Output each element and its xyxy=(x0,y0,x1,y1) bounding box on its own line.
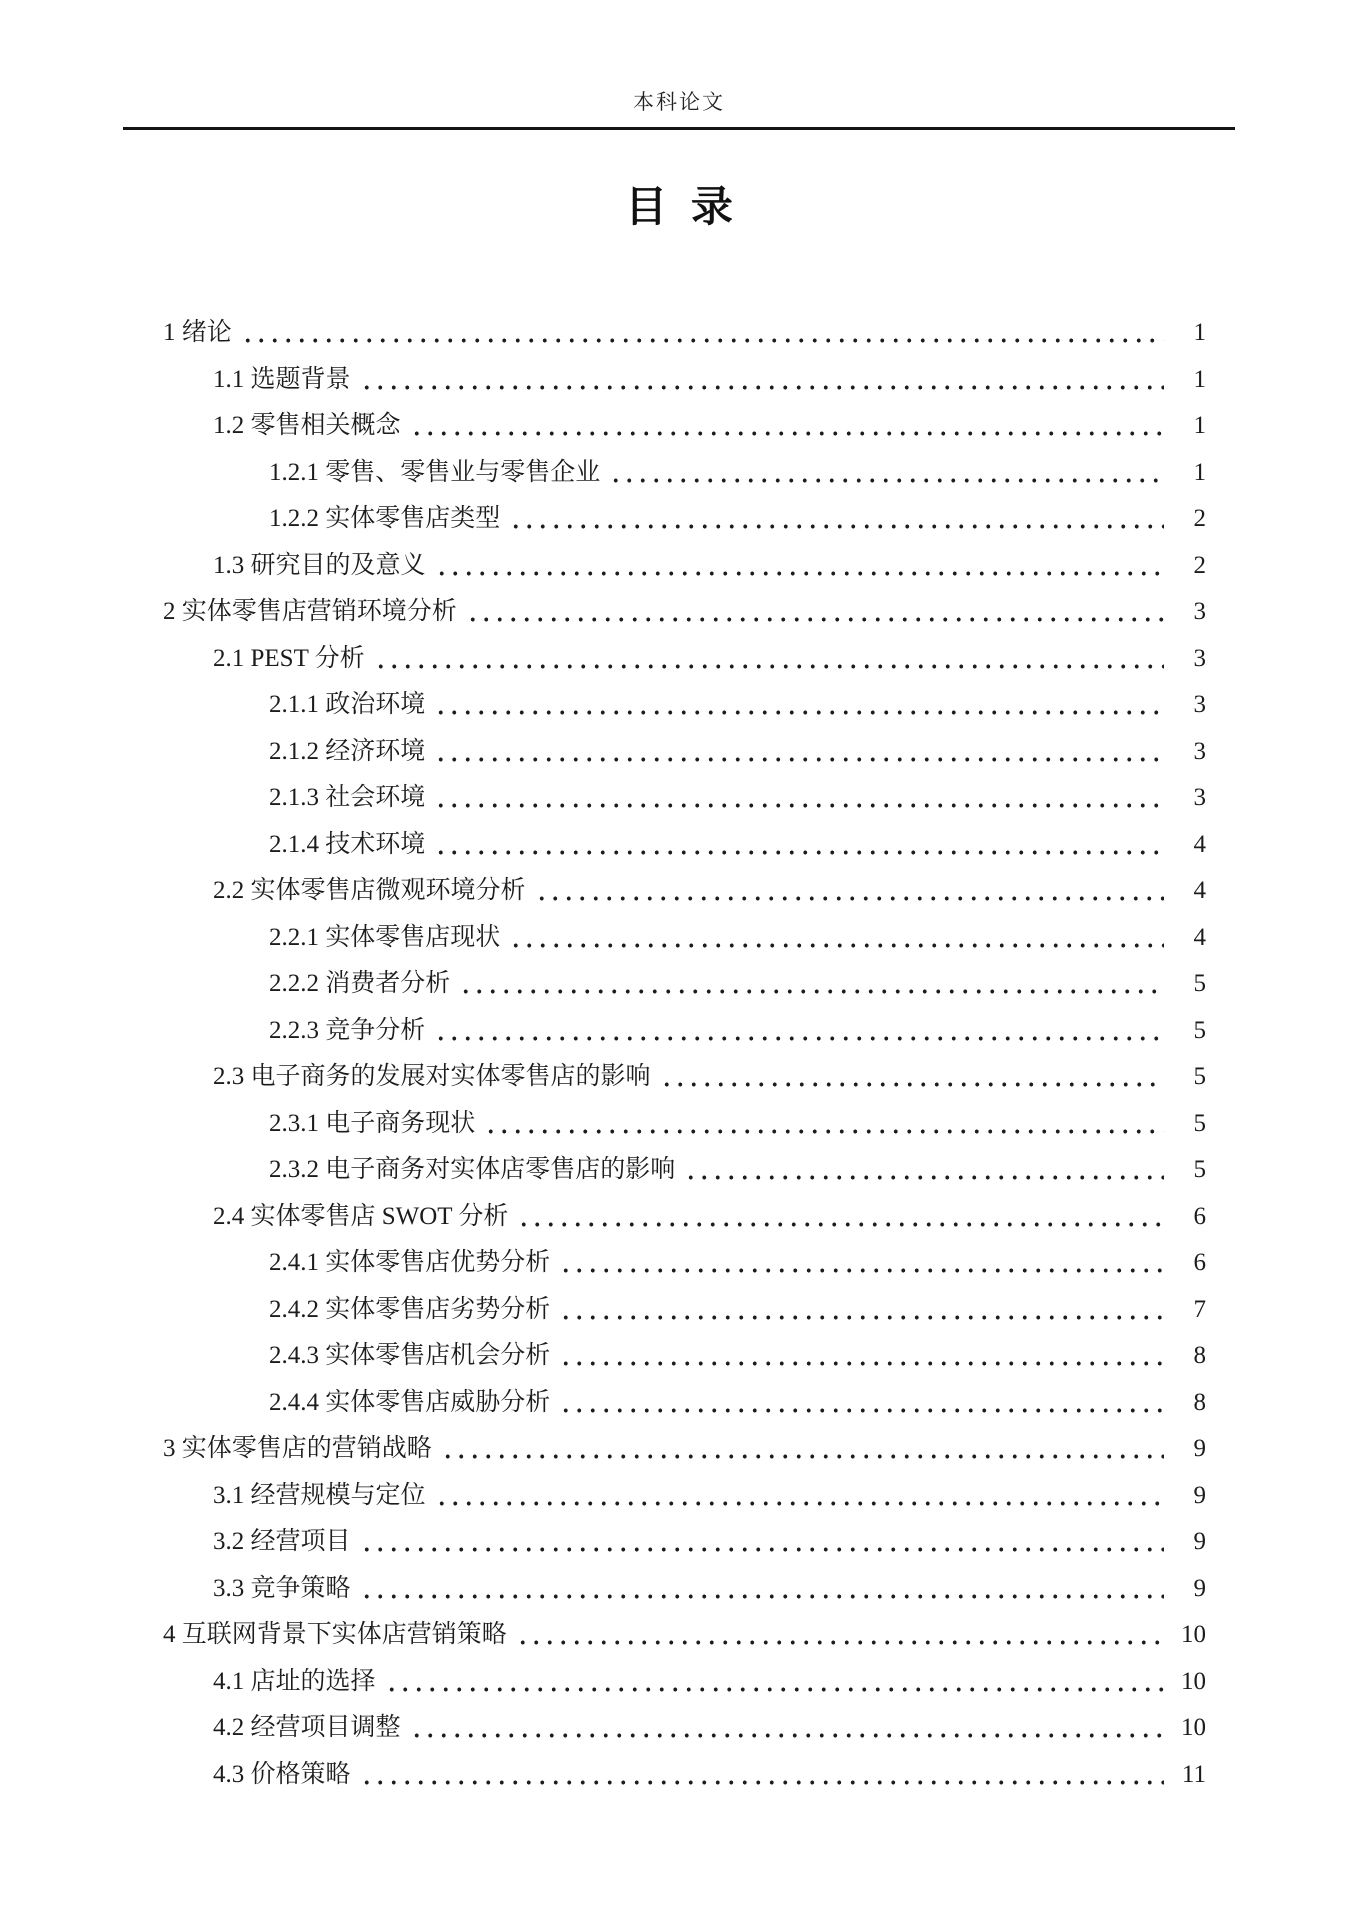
toc-entry[interactable] xyxy=(163,589,1206,636)
toc-entry-label: 1.2 零售相关概念 xyxy=(213,412,401,439)
dot-leader xyxy=(684,1147,1164,1193)
header-divider xyxy=(123,127,1235,130)
toc-entry-page: 5 xyxy=(1193,1109,1206,1137)
toc-entry[interactable] xyxy=(163,868,1206,915)
toc-entry[interactable] xyxy=(163,1519,1206,1566)
toc-entry-page: 1 xyxy=(1193,458,1206,486)
toc-entry[interactable] xyxy=(163,1147,1206,1194)
dot-leader xyxy=(434,822,1164,868)
toc-entry-label: 3 实体零售店的营销战略 xyxy=(163,1435,432,1462)
toc-entry[interactable] xyxy=(163,961,1206,1008)
dot-leader xyxy=(559,1287,1164,1333)
toc-entry-label: 2.3.2 电子商务对实体店零售店的影响 xyxy=(269,1156,676,1183)
toc-entry[interactable] xyxy=(163,450,1206,497)
toc-entry-label: 2.4.3 实体零售店机会分析 xyxy=(269,1342,551,1369)
dot-leader xyxy=(410,403,1164,449)
dot-leader xyxy=(509,496,1164,542)
toc-entry-page: 1 xyxy=(1193,365,1206,393)
toc-entry[interactable] xyxy=(163,310,1206,357)
toc-entry-page: 4 xyxy=(1193,923,1206,951)
toc-entry[interactable] xyxy=(163,403,1206,450)
dot-leader xyxy=(559,1240,1164,1286)
dot-leader xyxy=(466,589,1164,635)
toc-entry-page: 10 xyxy=(1181,1621,1206,1648)
dot-leader xyxy=(516,1612,1164,1658)
dot-leader xyxy=(559,1380,1164,1426)
toc-entry-page: 5 xyxy=(1193,1156,1206,1183)
toc-entry-page: 6 xyxy=(1193,1249,1206,1276)
dot-leader xyxy=(410,1705,1164,1751)
dot-leader xyxy=(434,775,1164,821)
toc-entry-label: 2.2.1 实体零售店现状 xyxy=(269,923,501,951)
dot-leader xyxy=(434,1008,1164,1054)
toc-entry[interactable] xyxy=(163,1705,1206,1752)
toc-entry-page: 3 xyxy=(1193,784,1206,811)
toc-entry-page: 8 xyxy=(1193,1342,1206,1369)
dot-leader xyxy=(609,450,1164,496)
toc-entry-label: 2.1.1 政治环境 xyxy=(269,691,426,718)
dot-leader xyxy=(360,357,1164,403)
toc-entry[interactable] xyxy=(163,822,1206,869)
toc-entry[interactable] xyxy=(163,682,1206,729)
toc-entry-label: 2.1.3 社会环境 xyxy=(269,784,426,811)
toc-entry-label: 1 绪论 xyxy=(163,319,232,346)
dot-leader xyxy=(385,1659,1164,1705)
toc-entry-label: 1.1 选题背景 xyxy=(213,365,351,393)
toc-entry[interactable] xyxy=(163,1566,1206,1613)
toc-entry-page: 9 xyxy=(1193,1435,1206,1462)
toc-entry-page: 10 xyxy=(1181,1667,1206,1695)
toc-entry[interactable] xyxy=(163,1101,1206,1148)
toc-entry-page: 7 xyxy=(1193,1295,1206,1323)
toc-entry-page: 4 xyxy=(1193,830,1206,858)
toc-entry-page: 11 xyxy=(1181,1760,1206,1788)
toc-entry-page: 5 xyxy=(1193,1016,1206,1044)
toc-entry[interactable] xyxy=(163,357,1206,404)
toc-entry-page: 9 xyxy=(1193,1481,1206,1509)
dot-leader xyxy=(435,543,1164,589)
toc-entry[interactable] xyxy=(163,1008,1206,1055)
toc-entry[interactable] xyxy=(163,543,1206,590)
toc-entry[interactable] xyxy=(163,1426,1206,1473)
toc-entry-page: 4 xyxy=(1193,877,1206,904)
toc-entry-page: 9 xyxy=(1193,1574,1206,1602)
toc-entry[interactable] xyxy=(163,1380,1206,1427)
dot-leader xyxy=(535,868,1164,914)
toc-entry-label: 2.1.2 经济环境 xyxy=(269,737,426,765)
toc-entry[interactable] xyxy=(163,496,1206,543)
toc-entry[interactable] xyxy=(163,1287,1206,1334)
page-header xyxy=(0,0,1358,130)
toc-entry-label: 2.4.4 实体零售店威胁分析 xyxy=(269,1388,551,1416)
dot-leader xyxy=(374,636,1164,682)
toc-entry[interactable] xyxy=(163,1194,1206,1241)
dot-leader xyxy=(559,1333,1164,1379)
dot-leader xyxy=(434,682,1164,728)
dot-leader xyxy=(484,1101,1164,1147)
dot-leader xyxy=(360,1566,1164,1612)
toc-entry-page: 1 xyxy=(1193,319,1206,346)
dot-leader xyxy=(441,1426,1164,1472)
toc-entry[interactable] xyxy=(163,1612,1206,1659)
toc-entry[interactable] xyxy=(163,636,1206,683)
toc-list xyxy=(163,310,1206,1798)
toc-entry[interactable] xyxy=(163,1240,1206,1287)
toc-entry-page: 9 xyxy=(1193,1528,1206,1555)
toc-entry-page: 3 xyxy=(1193,644,1206,672)
dot-leader xyxy=(660,1054,1164,1100)
toc-entry-page: 10 xyxy=(1181,1714,1206,1741)
header-title: 本科论文 xyxy=(633,90,725,114)
toc-entry-label: 3.1 经营规模与定位 xyxy=(213,1481,426,1509)
toc-entry-label: 4.1 店址的选择 xyxy=(213,1667,376,1695)
toc-entry-label: 2.4.2 实体零售店劣势分析 xyxy=(269,1295,551,1323)
toc-entry-label: 4.2 经营项目调整 xyxy=(213,1714,401,1741)
toc-entry-page: 3 xyxy=(1193,598,1206,625)
dot-leader xyxy=(241,310,1164,356)
toc-entry-label: 2.3.1 电子商务现状 xyxy=(269,1109,476,1137)
toc-entry[interactable] xyxy=(163,729,1206,776)
toc-entry-page: 5 xyxy=(1193,1063,1206,1090)
dot-leader xyxy=(434,729,1164,775)
toc-entry-page: 2 xyxy=(1193,551,1206,579)
toc-entry[interactable] xyxy=(163,1473,1206,1520)
toc-entry-label: 2.4 实体零售店 SWOT 分析 xyxy=(213,1202,509,1230)
dot-leader xyxy=(360,1752,1164,1798)
dot-leader xyxy=(360,1519,1164,1565)
toc-entry-label: 4.3 价格策略 xyxy=(213,1760,351,1788)
toc-title: 目 录 xyxy=(625,183,733,230)
toc-entry-page: 1 xyxy=(1193,412,1206,439)
toc-entry-label: 2.2.2 消费者分析 xyxy=(269,970,451,997)
dot-leader xyxy=(459,961,1164,1007)
toc-entry-page: 5 xyxy=(1193,970,1206,997)
toc-entry-label: 2.3 电子商务的发展对实体零售店的影响 xyxy=(213,1063,651,1090)
toc-entry-label: 2.2 实体零售店微观环境分析 xyxy=(213,877,526,904)
toc-entry[interactable] xyxy=(163,1333,1206,1380)
toc-entry-label: 1.3 研究目的及意义 xyxy=(213,551,426,579)
toc-entry-label: 2.4.1 实体零售店优势分析 xyxy=(269,1249,551,1276)
toc-entry-label: 1.2.1 零售、零售业与零售企业 xyxy=(269,458,601,486)
toc-entry-label: 2 实体零售店营销环境分析 xyxy=(163,598,457,625)
toc-entry-label: 2.2.3 竞争分析 xyxy=(269,1016,426,1044)
toc-entry-label: 3.2 经营项目 xyxy=(213,1528,351,1555)
toc-entry-page: 3 xyxy=(1193,737,1206,765)
toc-entry-label: 1.2.2 实体零售店类型 xyxy=(269,505,501,532)
toc-entry[interactable] xyxy=(163,775,1206,822)
toc-entry-page: 8 xyxy=(1193,1388,1206,1416)
toc-entry[interactable] xyxy=(163,915,1206,962)
toc-entry[interactable] xyxy=(163,1054,1206,1101)
dot-leader xyxy=(509,915,1164,961)
toc-entry-label: 3.3 竞争策略 xyxy=(213,1574,351,1602)
toc-entry[interactable] xyxy=(163,1659,1206,1706)
dot-leader xyxy=(435,1473,1164,1519)
toc-entry-page: 3 xyxy=(1193,691,1206,718)
toc-entry-page: 2 xyxy=(1193,505,1206,532)
toc-entry-page: 6 xyxy=(1193,1202,1206,1230)
dot-leader xyxy=(517,1194,1164,1240)
toc-entry[interactable] xyxy=(163,1752,1206,1799)
toc-entry-label: 2.1.4 技术环境 xyxy=(269,830,426,858)
toc-entry-label: 2.1 PEST 分析 xyxy=(213,644,365,672)
toc-entry-label: 4 互联网背景下实体店营销策略 xyxy=(163,1621,507,1648)
